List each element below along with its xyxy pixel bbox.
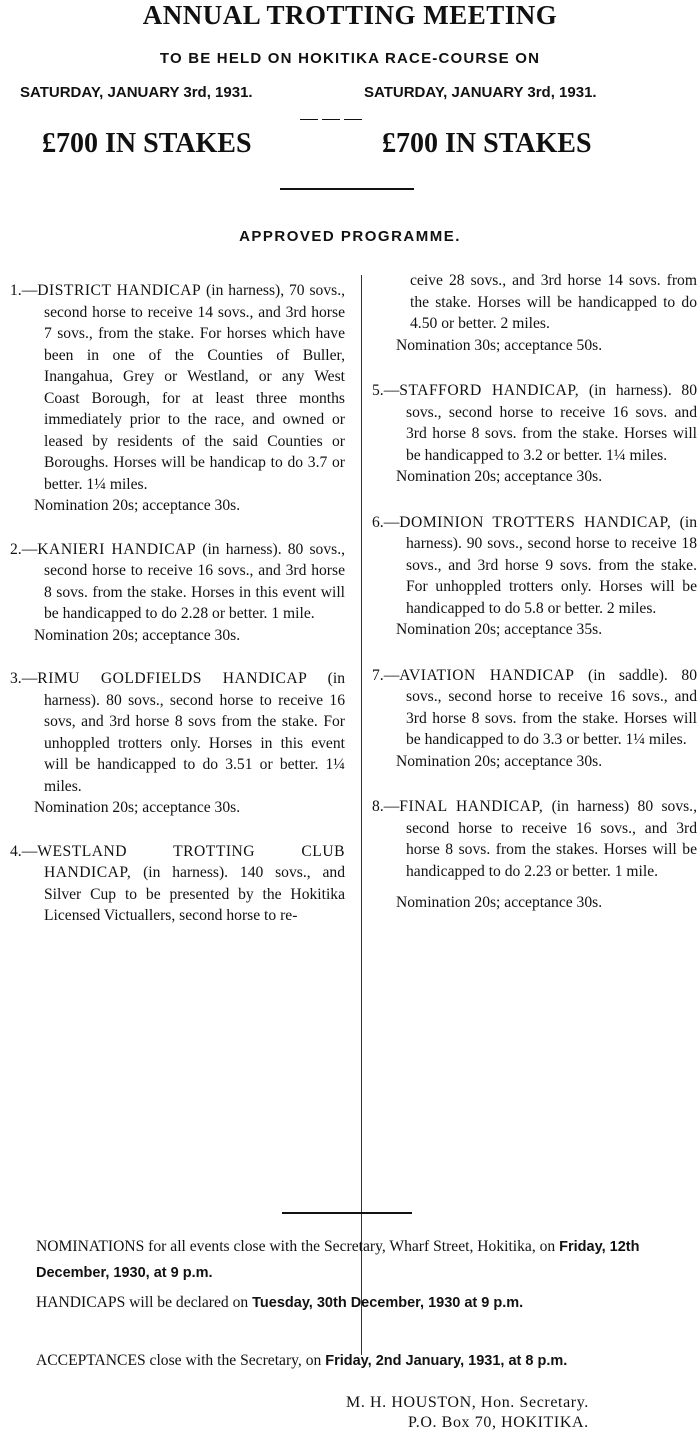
event-4-nomination: Nomination 30s; acceptance 50s. bbox=[396, 336, 603, 354]
event-text: (in harness). 80 sovs., second horse to receive 16 sovs, and 3rd horse 8 sovs from the stake. For unhoppled trotters only. Horses in this event will be handicapped to do 3.51 or better. 1¼ miles. bbox=[44, 670, 345, 795]
event-4 bbox=[10, 841, 345, 927]
event-7 bbox=[372, 665, 697, 751]
event-name: RIMU GOLDFIELDS HANDICAP bbox=[37, 670, 308, 687]
event-number: 2.— bbox=[10, 540, 38, 558]
event-3 bbox=[10, 668, 345, 797]
event-number: 4.— bbox=[10, 842, 38, 860]
event-text: (in harness) 80 sovs., second horse to receive 16 sovs., and 3rd horse 8 sovs. from the stakes. Horses will be handicapped to do 2.23 or better. 1 mile. bbox=[406, 798, 697, 880]
event-2-nomination: Nomination 20s; acceptance 30s. bbox=[34, 626, 241, 644]
stakes-right: £700 IN STAKES bbox=[382, 128, 592, 159]
event-text: (in harness). 140 sovs., and Silver Cup to be presented by the Hokitika Licensed Victuallers, second horse to re- bbox=[44, 864, 345, 924]
event-3-nomination: Nomination 20s; acceptance 30s. bbox=[34, 799, 241, 816]
event-5-nomination: Nomination 20s; acceptance 30s. bbox=[396, 468, 603, 485]
event-number: 3.— bbox=[10, 670, 38, 687]
event-text: (in harness), 70 sovs., second horse to receive 14 sovs., and 3rd horse 7 sovs., from the stake. For horses which have been in one of the Counties of Buller, Inangahua, Grey or Westland, or any West Coast Borough, for at least three months immediately prior to the race, and owned or leased by residents of the said Counties or Boroughs. Horses will be handicap to do 3.7 or better. 1¼ miles. bbox=[44, 282, 345, 493]
divider bbox=[300, 119, 318, 120]
date-left: SATURDAY, JANUARY 3rd, 1931. bbox=[20, 84, 253, 101]
event-name: DISTRICT HANDICAP bbox=[37, 282, 202, 299]
notice-acceptances bbox=[36, 1348, 666, 1374]
event-text: (in harness). 80 sovs., second horse to receive 16 sovs. and 3rd horse 8 sovs. from the stake. Horses will be handicapped to 3.2 or better. 1¼ miles. bbox=[406, 382, 697, 464]
footer-rule bbox=[282, 1212, 412, 1214]
notice-handicaps bbox=[36, 1290, 666, 1316]
event-number: 8.— bbox=[372, 798, 400, 815]
signature-address: P.O. Box 70, HOKITIKA. bbox=[408, 1414, 589, 1431]
event-8 bbox=[372, 796, 697, 882]
event-name: STAFFORD HANDICAP, bbox=[399, 382, 580, 399]
event-number: 6.— bbox=[372, 513, 400, 531]
event-6 bbox=[372, 512, 697, 620]
divider bbox=[344, 119, 362, 120]
notice-nominations bbox=[36, 1234, 666, 1286]
event-8-nomination: Nomination 20s; acceptance 30s. bbox=[396, 894, 603, 911]
event-name: FINAL HANDICAP, bbox=[399, 798, 544, 815]
event-2 bbox=[10, 539, 345, 625]
right-column bbox=[372, 270, 697, 914]
event-1 bbox=[10, 280, 345, 495]
event-text: (in saddle). 80 sovs., second horse to receive 16 sovs., and 3rd horse 8 sovs. from the stake. Horses will be handicapped to do 3.3 or better. 1¼ miles. bbox=[406, 666, 697, 748]
programme-title: APPROVED PROGRAMME. bbox=[239, 228, 461, 245]
acceptances-date: Friday, 2nd January, 1931, at 8 p.m. bbox=[325, 1353, 568, 1369]
event-6-nomination: Nomination 20s; acceptance 35s. bbox=[396, 621, 603, 638]
event-7-nomination: Nomination 20s; acceptance 30s. bbox=[396, 752, 603, 770]
event-5 bbox=[372, 380, 697, 466]
date-right: SATURDAY, JANUARY 3rd, 1931. bbox=[364, 84, 597, 101]
event-number: 5.— bbox=[372, 382, 400, 399]
nominations-text: NOMINATIONS for all events close with the Secretary, Wharf Street, Hokitika, on bbox=[36, 1238, 556, 1255]
event-text: (in harness). 90 sovs., second horse to receive 18 sovs., and 3rd horse 9 sovs. from the stake. For unhoppled trotters only. Horses will be handicapped to do 5.8 or better. 2 miles. bbox=[406, 513, 697, 617]
left-column bbox=[10, 280, 345, 927]
page-title: ANNUAL TROTTING MEETING bbox=[142, 0, 558, 30]
event-1-nomination: Nomination 20s; acceptance 30s. bbox=[34, 497, 241, 514]
divider bbox=[322, 119, 340, 120]
handicaps-date: Tuesday, 30th December, 1930 at 9 p.m. bbox=[252, 1295, 524, 1311]
event-4-continued: ceive 28 sovs., and 3rd horse 14 sovs. from the stake. Horses will be handicapped to do 4.50 or better. 2 miles. bbox=[410, 272, 697, 332]
acceptances-text: ACCEPTANCES close with the Secretary, on bbox=[36, 1352, 322, 1369]
event-name: KANIERI HANDICAP bbox=[37, 540, 197, 558]
handicaps-text: HANDICAPS will be declared on bbox=[36, 1294, 249, 1311]
event-text: (in harness). 80 sovs., second horse to receive 16 sovs., and 3rd horse 8 sovs. from the stake. Horses in this event will be handicapped to do 2.28 or better. 1 mile. bbox=[44, 540, 345, 622]
subtitle: TO BE HELD ON HOKITIKA RACE-COURSE ON bbox=[159, 50, 541, 67]
signature-name: M. H. HOUSTON, Hon. Secretary. bbox=[346, 1394, 589, 1411]
header-rule bbox=[280, 188, 414, 190]
event-name: AVIATION HANDICAP bbox=[399, 666, 575, 684]
event-number: 7.— bbox=[372, 666, 400, 684]
event-name: DOMINION TROTTERS HANDICAP, bbox=[399, 513, 672, 531]
event-name: WESTLAND TROTTING CLUB HANDICAP, bbox=[37, 842, 345, 881]
stakes-left: £700 IN STAKES bbox=[42, 128, 252, 159]
event-number: 1.— bbox=[10, 282, 38, 299]
nominations-date: Friday, 12th December, 1930, at 9 p.m. bbox=[36, 1239, 640, 1281]
column-divider bbox=[361, 275, 362, 1355]
